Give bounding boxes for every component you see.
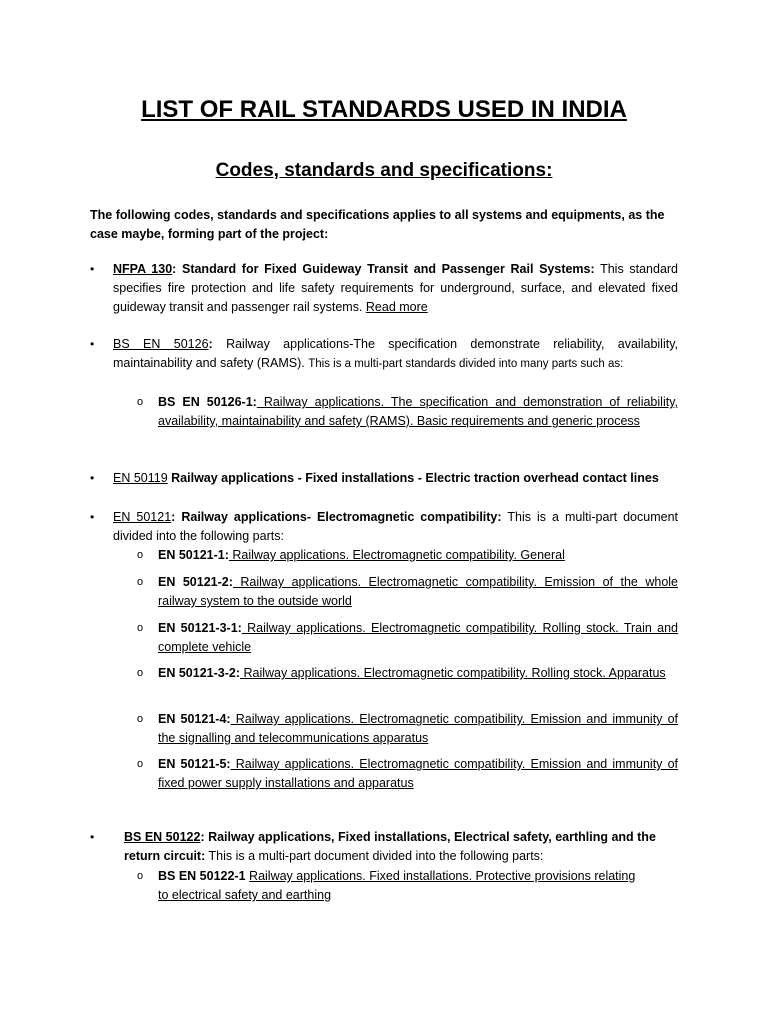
sub-item-en-50121-3-1 — [158, 619, 678, 657]
standard-code: EN 50121-1: — [158, 548, 229, 562]
colon: : — [171, 510, 176, 524]
sub-item-bs-en-50122-1 — [158, 867, 638, 905]
standard-title: Railway applications - Fixed installations - Electric traction overhead contact lines — [167, 471, 659, 485]
standard-code: EN 50121-3-2: — [158, 666, 240, 680]
read-more-link[interactable]: Read more — [365, 300, 428, 314]
sub-item-en-50121-3-2 — [158, 664, 678, 683]
standard-code: EN 50121-2: — [158, 575, 233, 589]
sub-bullet-marker: o — [137, 622, 144, 634]
sub-item-en-50121-1 — [158, 546, 678, 565]
standard-title: Railway applications- Electromagnetic compatibility: — [175, 510, 502, 524]
sub-bullet-marker: o — [137, 576, 144, 588]
list-item-bs-en-50122 — [124, 828, 678, 866]
standard-code: BS EN 50126 — [113, 337, 209, 351]
bullet-marker: • — [90, 830, 95, 844]
standard-link[interactable]: Railway applications. Electromagnetic compatibility. Emission and immunity of fixed power supply installations and apparatus — [158, 757, 678, 790]
list-item-en-50121 — [113, 508, 678, 546]
standard-link[interactable]: Railway applications. Electromagnetic compatibility. General — [228, 548, 565, 562]
standard-title: Railway applications, Fixed installations, Electrical safety, earthling and the return circuit: — [124, 830, 656, 863]
sub-bullet-marker: o — [137, 713, 144, 725]
colon: : — [172, 262, 177, 276]
sub-bullet-marker: o — [137, 549, 144, 561]
standard-link[interactable]: Railway applications. Electromagnetic compatibility. Emission and immunity of the signalling and telecommunications apparatus — [158, 712, 678, 745]
standard-title: Standard for Fixed Guideway Transit and Passenger Rail Systems: — [176, 262, 595, 276]
sub-item-en-50121-2 — [158, 573, 678, 611]
standard-code: BS EN 50122 — [124, 830, 201, 844]
standard-description: Railway applications-The specification demonstrate reliability, availability, maintainability and safety (RAMS). — [113, 337, 678, 370]
standard-code: NFPA 130 — [113, 262, 173, 276]
list-item-en-50119 — [113, 469, 693, 488]
standard-code: BS EN 50122-1 — [158, 869, 246, 883]
list-item-bs-en-50126 — [113, 335, 678, 374]
document-subtitle: Codes, standards and specifications: — [215, 160, 553, 181]
standard-code: EN 50121-3-1: — [158, 621, 242, 635]
standard-link[interactable]: Railway applications. Electromagnetic compatibility. Rolling stock. Train and complete vehicle — [158, 621, 678, 654]
sub-bullet-marker: o — [137, 667, 144, 679]
standard-description: This is a multi-part document divided into the following parts: — [205, 849, 544, 863]
sub-bullet-marker: o — [137, 870, 144, 882]
standard-link[interactable]: Railway applications. Fixed installations. Protective provisions relating to electrical safety and earthing — [158, 869, 636, 902]
sub-item-bs-en-50126-1 — [158, 393, 678, 431]
sub-item-en-50121-4 — [158, 710, 678, 748]
colon: : — [200, 830, 205, 844]
sub-item-en-50121-5 — [158, 755, 678, 793]
standard-link[interactable]: Railway applications. Electromagnetic compatibility. Rolling stock. Apparatus — [240, 666, 666, 680]
standard-code: EN 50119 — [113, 471, 168, 485]
sub-bullet-marker: o — [137, 396, 144, 408]
intro-paragraph: The following codes, standards and specifications applies to all systems and equipments, as the case maybe, forming part of the project: — [90, 208, 665, 241]
standard-link[interactable]: Railway applications. The specification and demonstration of reliability, availability, maintainability and safety (RAMS). Basic requirements and generic process — [158, 395, 678, 428]
bullet-marker: • — [90, 471, 95, 485]
bullet-marker: • — [90, 262, 95, 276]
standard-code: EN 50121 — [113, 510, 172, 524]
standard-description: This standard specifies fire protection and life safety requirements for underground, surface, and elevated fixed guideway transit and passenger rail systems. — [113, 262, 679, 314]
colon: : — [208, 337, 213, 351]
sub-bullet-marker: o — [137, 758, 144, 770]
standard-code: BS EN 50126-1: — [158, 395, 257, 409]
document-title: LIST OF RAIL STANDARDS USED IN INDIA — [141, 96, 627, 123]
standard-link[interactable]: Railway applications. Electromagnetic compatibility. Emission of the whole railway system to the outside world — [158, 575, 678, 608]
bullet-marker: • — [90, 510, 95, 524]
standard-description: This is a multi-part document divided into the following parts: — [113, 510, 679, 543]
standard-code: EN 50121-4: — [158, 712, 231, 726]
standard-code: EN 50121-5: — [158, 757, 231, 771]
standard-note: This is a multi-part standards divided into many parts such as: — [308, 358, 624, 370]
bullet-marker: • — [90, 337, 95, 351]
list-item-nfpa-130 — [113, 260, 678, 317]
